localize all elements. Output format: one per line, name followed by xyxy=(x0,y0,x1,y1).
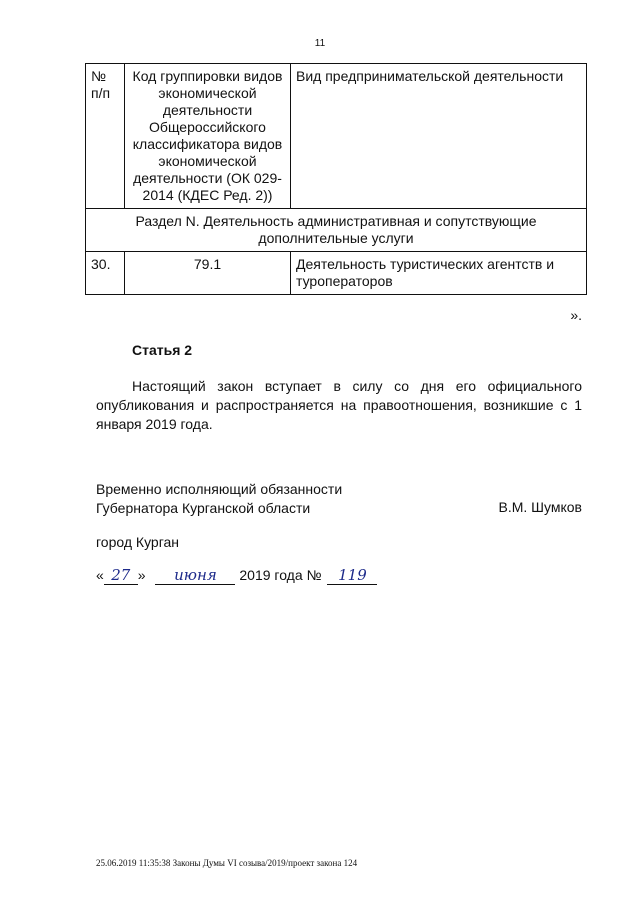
footer-stamp: 25.06.2019 11:35:38 Законы Думы VI созыва/2019/проект закона 124 xyxy=(96,858,358,868)
article-text: Настоящий закон вступает в силу со дня его официального опубликования и распространяется на правоотношения, возникшие с 1 января 2019 года. xyxy=(96,378,582,432)
city: город Курган xyxy=(96,534,180,550)
closing-quote: ». xyxy=(570,307,582,323)
section-title: Раздел N. Деятельность административная и сопутствующие дополнительные услуги xyxy=(86,209,587,252)
table-section-row xyxy=(86,209,587,252)
header-code: Код группировки видов экономической деятельности Общероссийского классификатора видов экономической деятельности (ОК 029-2014 (КДЕС Ред. 2)) xyxy=(125,64,291,209)
date-day-handwritten: 27 xyxy=(104,566,138,585)
header-activity: Вид предпринимательской деятельности xyxy=(291,64,587,209)
date-year-text: 2019 года № xyxy=(239,567,322,583)
signatory-name: В.М. Шумков xyxy=(498,499,582,515)
row-code: 79.1 xyxy=(125,252,291,295)
date-line xyxy=(96,566,377,590)
date-close-quote: » xyxy=(137,567,146,583)
row-number: 30. xyxy=(86,252,125,295)
table-row xyxy=(86,252,587,295)
signatory-position-line2: Губернатора Курганской области xyxy=(96,500,311,516)
classifier-table xyxy=(85,63,587,295)
article-title: Статья 2 xyxy=(132,342,193,358)
date-open-quote: « xyxy=(96,567,104,583)
row-activity: Деятельность туристических агентств и туроператоров xyxy=(291,252,587,295)
signatory-position-line1: Временно исполняющий обязанности xyxy=(96,481,343,497)
date-month-handwritten: июня xyxy=(155,566,235,585)
table-header-row xyxy=(86,64,587,209)
page-number: 11 xyxy=(314,38,326,49)
signatory-block xyxy=(96,480,342,518)
law-number-handwritten: 119 xyxy=(327,566,377,585)
header-number: № п/п xyxy=(86,64,125,209)
